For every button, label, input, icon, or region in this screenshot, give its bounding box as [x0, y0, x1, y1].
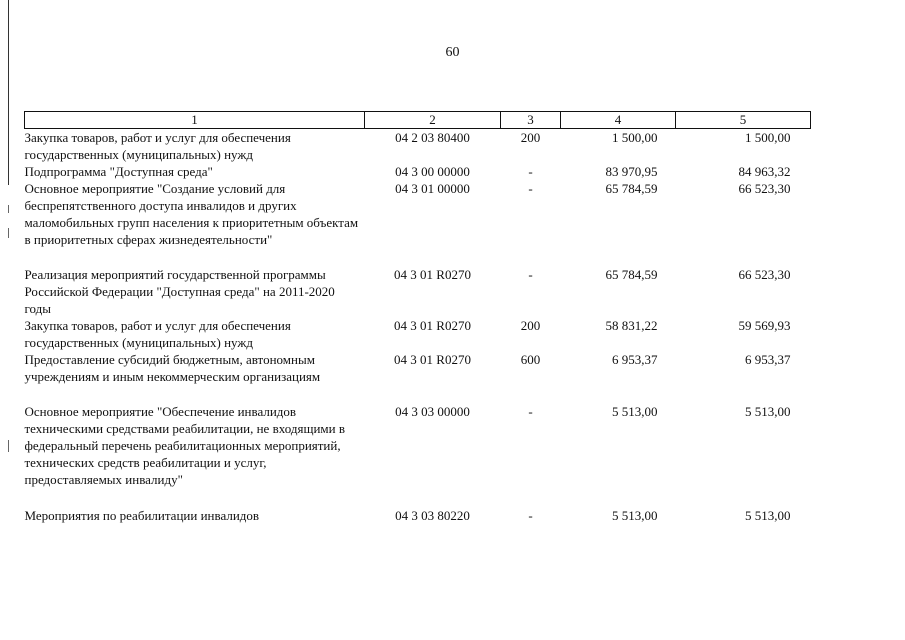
scan-margin-line: [8, 0, 9, 185]
table-row: [25, 507, 811, 524]
row-expense-type: -: [528, 181, 533, 196]
row-name: Закупка товаров, работ и услуг для обеспечения государственных (муниципальных) нужд: [24, 318, 291, 350]
row-amount-col5: 59 569,93: [738, 318, 791, 333]
row-expense-type: -: [528, 164, 533, 179]
table-row: [25, 163, 811, 180]
scan-margin-mark: [8, 228, 9, 238]
row-expense-type: 600: [520, 352, 541, 367]
row-amount-col4: 83 970,95: [605, 164, 658, 179]
row-name: Закупка товаров, работ и услуг для обеспечения государственных (муниципальных) нужд: [24, 130, 291, 162]
row-amount-col4: 58 831,22: [605, 318, 658, 333]
row-amount-col4: 6 953,37: [612, 352, 658, 367]
scan-margin-mark: [8, 440, 9, 452]
row-amount-col4: 5 513,00: [612, 404, 658, 419]
column-header: 5: [676, 112, 811, 129]
row-name: Подпрограмма "Доступная среда": [24, 164, 213, 179]
table-row: [25, 351, 811, 403]
row-name: Реализация мероприятий государственной программы Российской Федерации "Доступная среда" на 2011-2020 годы: [24, 267, 335, 316]
scan-margin-mark: [8, 205, 9, 213]
table-row: [25, 403, 811, 507]
row-expense-type: -: [528, 267, 533, 282]
page-number: 60: [445, 45, 460, 60]
table-header-row: [25, 112, 811, 129]
row-expense-type: -: [528, 404, 533, 419]
row-code: 04 3 01 00000: [395, 181, 470, 196]
column-header: 2: [365, 112, 501, 129]
row-name: Основное мероприятие "Создание условий для беспрепятственного доступа инвалидов и других маломобильных групп населения к приоритетным объектам в приоритетных сферах жизнедеятельности": [24, 181, 359, 247]
table-row: [25, 129, 811, 164]
row-amount-col5: 5 513,00: [745, 404, 791, 419]
row-name: Предоставление субсидий бюджетным, автономным учреждениям и иным некоммерческим организациям: [24, 352, 321, 384]
row-code: 04 3 00 00000: [395, 164, 470, 179]
row-expense-type: 200: [520, 130, 541, 145]
row-name: Мероприятия по реабилитации инвалидов: [24, 508, 260, 523]
row-name: Основное мероприятие "Обеспечение инвалидов техническими средствами реабилитации, не входящими в федеральный перечень реабилитационных мероприятий, технических средств реабилитации и услуг, предоставляемых инвалиду": [24, 404, 345, 487]
row-code: 04 3 01 R0270: [394, 352, 471, 367]
row-amount-col5: 6 953,37: [745, 352, 791, 367]
row-code: 04 3 01 R0270: [394, 267, 471, 282]
row-code: 04 3 03 00000: [395, 404, 470, 419]
row-amount-col5: 66 523,30: [738, 181, 791, 196]
row-expense-type: 200: [520, 318, 541, 333]
row-code: 04 3 01 R0270: [394, 318, 471, 333]
table-row: [25, 317, 811, 351]
budget-table: [24, 111, 811, 524]
row-amount-col5: 5 513,00: [745, 508, 791, 523]
row-amount-col5: 1 500,00: [745, 130, 791, 145]
row-amount-col4: 5 513,00: [612, 508, 658, 523]
row-amount-col4: 1 500,00: [612, 130, 658, 145]
column-header: 4: [561, 112, 676, 129]
table-row: [25, 180, 811, 266]
row-expense-type: -: [528, 508, 533, 523]
row-amount-col5: 84 963,32: [738, 164, 791, 179]
row-amount-col4: 65 784,59: [605, 181, 658, 196]
column-header: 3: [501, 112, 561, 129]
row-amount-col4: 65 784,59: [605, 267, 658, 282]
row-code: 04 2 03 80400: [395, 130, 470, 145]
table-row: [25, 266, 811, 317]
row-amount-col5: 66 523,30: [738, 267, 791, 282]
row-code: 04 3 03 80220: [395, 508, 470, 523]
column-header: 1: [25, 112, 365, 129]
